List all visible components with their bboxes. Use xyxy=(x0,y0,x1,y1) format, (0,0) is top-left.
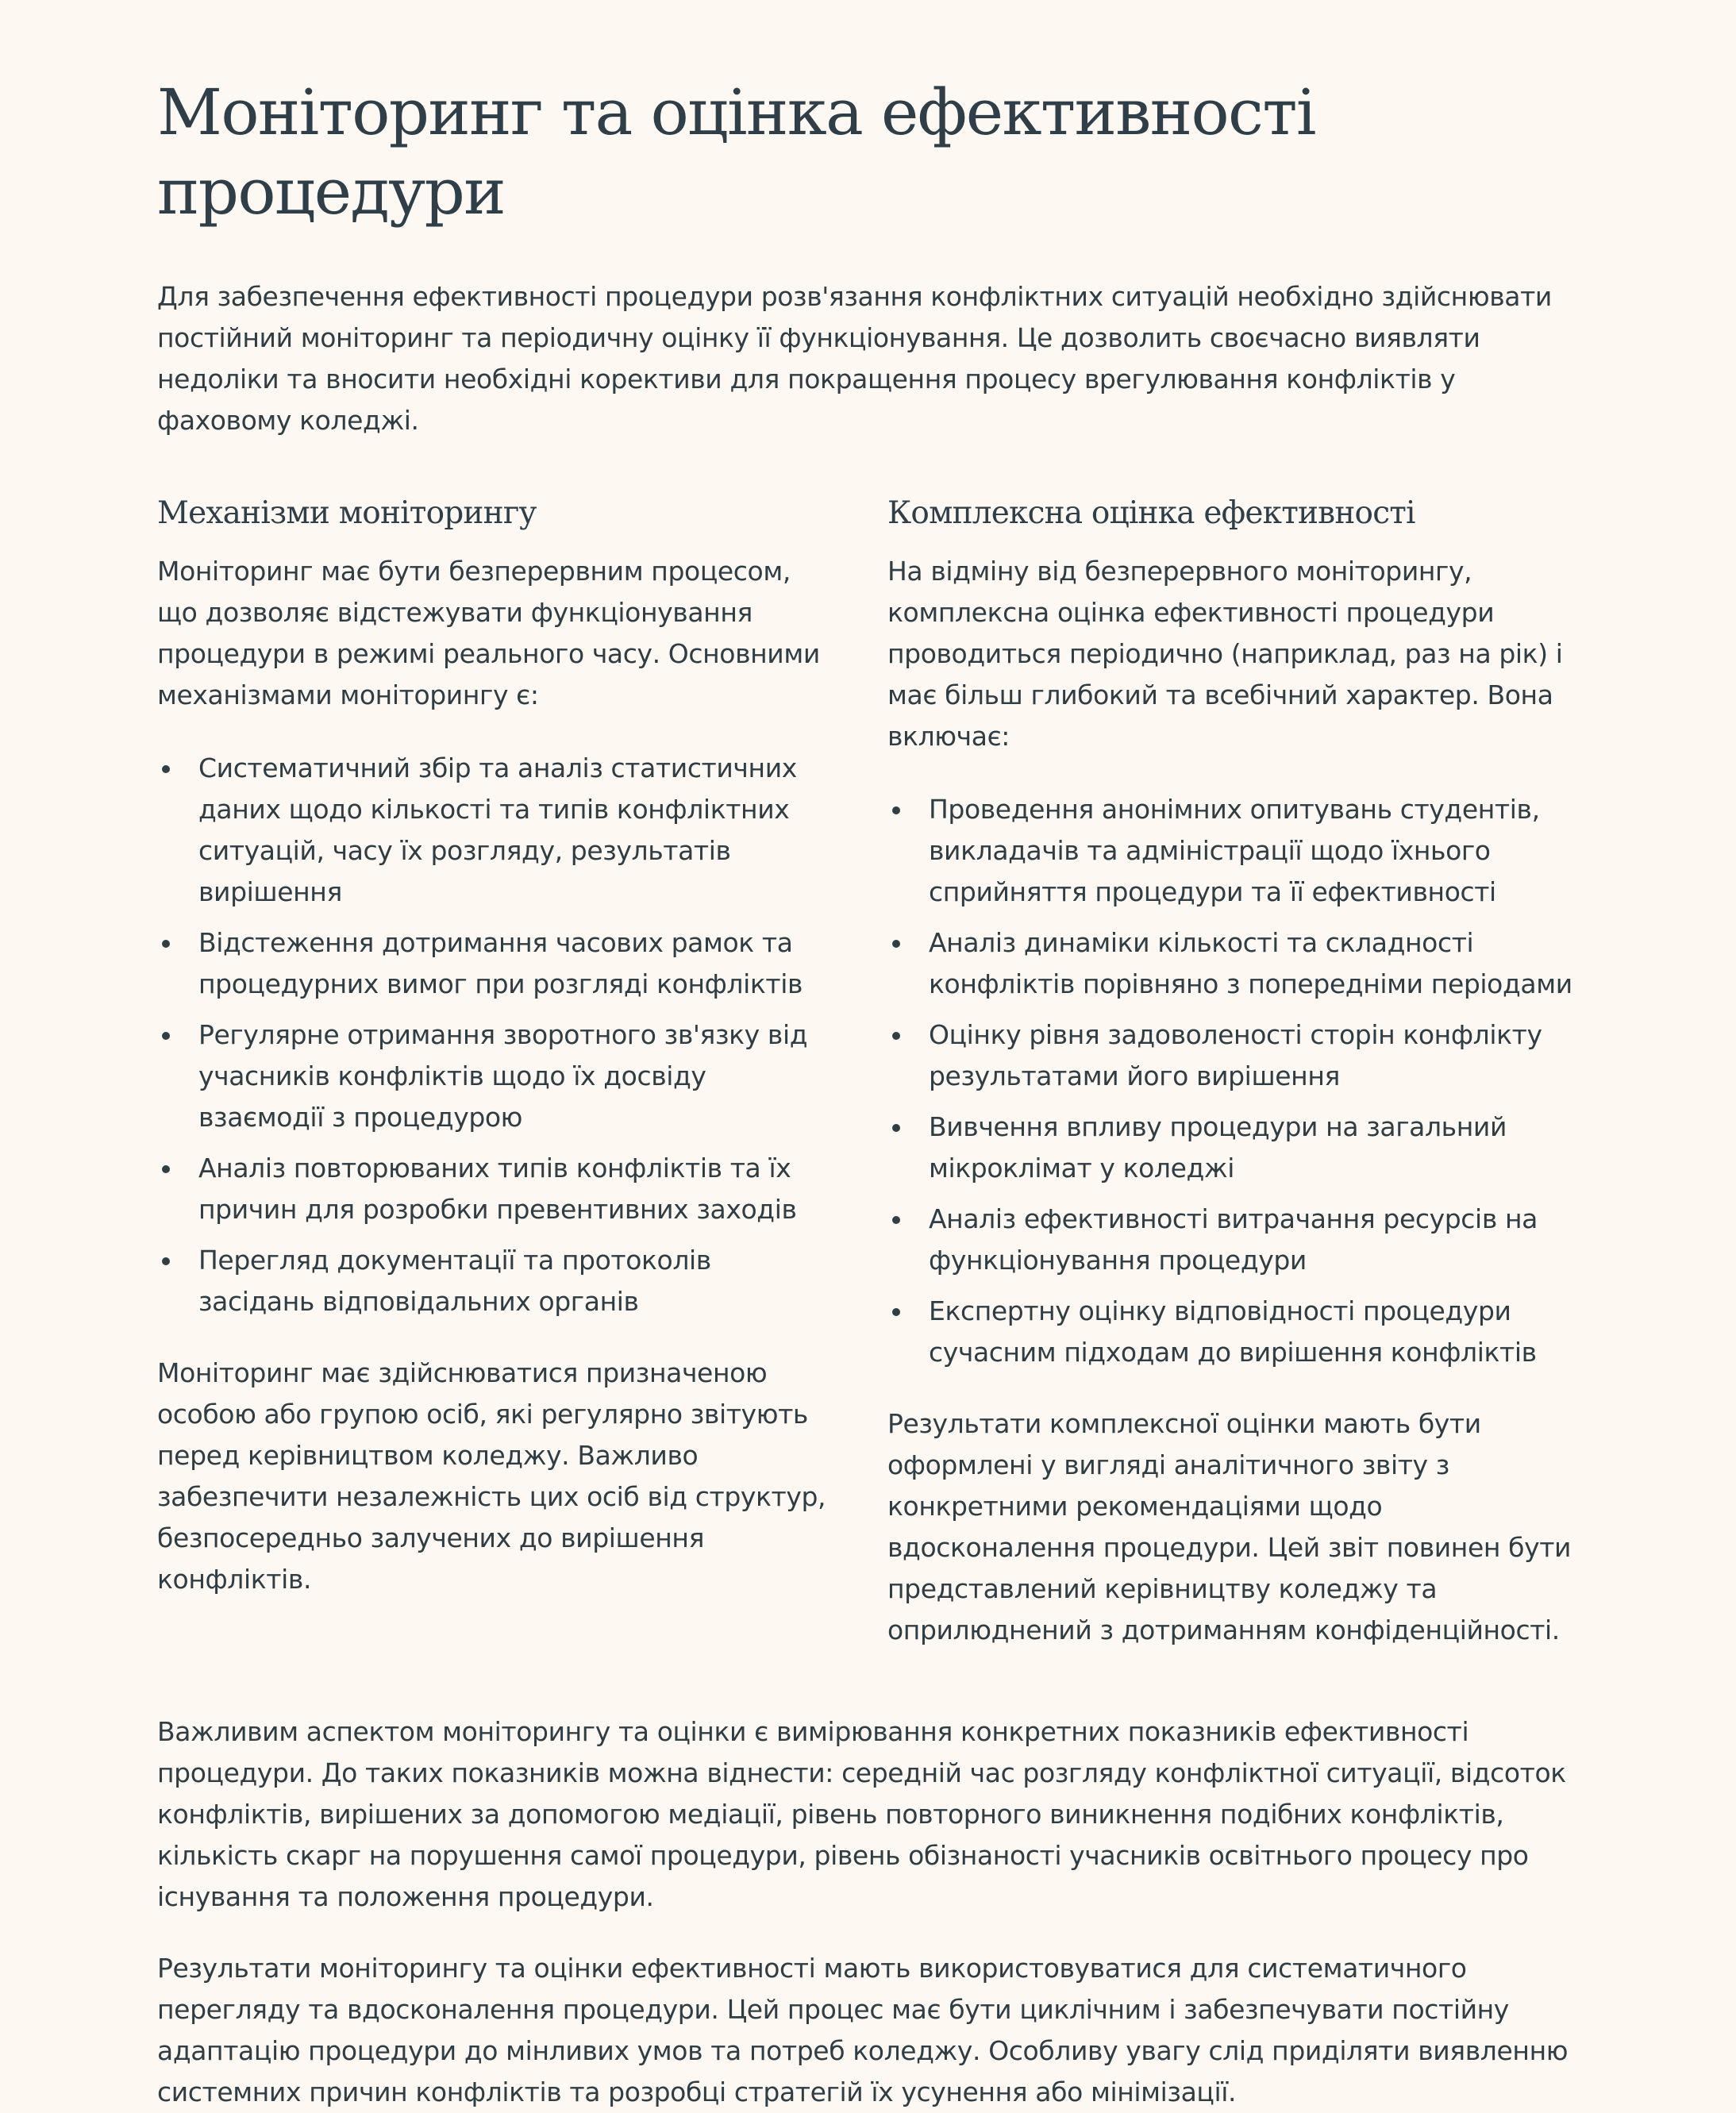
page-title: Моніторинг та оцінка ефективності процедури xyxy=(157,75,1315,229)
monitoring-mechanisms-column xyxy=(157,494,830,1651)
list-item: Регулярне отримання зворотного зв'язку від учасників конфліктів щодо їх досвіду взаємодії з процедурою xyxy=(157,1014,830,1138)
list-item: Перегляд документації та протоколів засідань відповідальних органів xyxy=(157,1240,830,1322)
monitoring-mechanisms-heading: Механізми моніторингу xyxy=(157,495,537,531)
comprehensive-evaluation-column xyxy=(887,494,1586,1651)
list-item: Експертну оцінку відповідності процедури сучасним підходам до вирішення конфліктів xyxy=(887,1291,1586,1373)
list-item: Систематичний збір та аналіз статистичних даних щодо кількості та типів конфліктних ситуацій, часу їх розгляду, результатів вирішення xyxy=(157,748,830,913)
list-item: Вивчення впливу процедури на загальний мікроклімат у коледжі xyxy=(887,1107,1586,1189)
evaluation-closing-paragraph: Результати комплексної оцінки мають бути оформлені у вигляді аналітичного звіту з конкретними рекомендаціями щодо вдосконалення процедури. Цей звіт повинен бути представлений керівництву коледжу та оприлюднений з дотриманням конфіденційності. xyxy=(887,1408,1572,1645)
two-column-section xyxy=(157,494,1586,1651)
list-item: Аналіз ефективності витрачання ресурсів на функціонування процедури xyxy=(887,1199,1586,1281)
list-item: Проведення анонімних опитувань студентів, викладачів та адміністрації щодо їхнього сприйняття процедури та її ефективності xyxy=(887,789,1586,913)
list-item: Аналіз повторюваних типів конфліктів та їх причин для розробки превентивних заходів xyxy=(157,1148,830,1230)
list-item: Відстеження дотримання часових рамок та процедурних вимог при розгляді конфліктів xyxy=(157,922,830,1005)
list-item: Оцінку рівня задоволеності сторін конфлікту результатами його вирішення xyxy=(887,1014,1586,1097)
intro-paragraph: Для забезпечення ефективності процедури розв'язання конфліктних ситуацій необхідно здійснювати постійний моніторинг та періодичну оцінку її функціонування. Це дозволить своєчасно виявляти недоліки та вносити необхідні корективи для покращення процесу врегулювання конфліктів у фаховому коледжі. xyxy=(157,281,1552,436)
results-usage-paragraph: Результати моніторингу та оцінки ефективності мають використовуватися для систематичного перегляду та вдосконалення процедури. Цей процес має бути циклічним і забезпечувати постійну адаптацію процедури до мінливих умов та потреб коледжу. Особливу увагу слід приділяти виявленню системних причин конфліктів та розробці стратегій їх усунення або мінімізації. xyxy=(157,1953,1569,2107)
indicators-paragraph: Важливим аспектом моніторингу та оцінки є вимірювання конкретних показників ефективності процедури. До таких показників можна віднести: середній час розгляду конфліктної ситуації, відсоток конфліктів, вирішених за допомогою медіації, рівень повторного виникнення подібних конфліктів, кількість скарг на порушення самої процедури, рівень обізнаності учасників освітнього процесу про існування та положення процедури. xyxy=(157,1716,1566,1912)
document-page xyxy=(157,73,1586,2113)
monitoring-lead-paragraph: Моніторинг має бути безперервним процесом, що дозволяє відстежувати функціонування процедури в режимі реального часу. Основними механізмами моніторингу є: xyxy=(157,556,820,710)
comprehensive-evaluation-heading: Комплексна оцінка ефективності xyxy=(887,495,1415,531)
list-item: Аналіз динаміки кількості та складності конфліктів порівняно з попередніми періодами xyxy=(887,922,1586,1005)
monitoring-mechanisms-list xyxy=(157,748,830,1322)
evaluation-criteria-list xyxy=(887,789,1586,1373)
evaluation-lead-paragraph: На відміну від безперервного моніторингу, комплексна оцінка ефективності процедури проводиться періодично (наприклад, раз на рік) і має більш глибокий та всебічний характер. Вона включає: xyxy=(887,556,1563,752)
monitoring-closing-paragraph: Моніторинг має здійснюватися призначеною особою або групою осіб, які регулярно звітують перед керівництвом коледжу. Важливо забезпечити незалежність цих осіб від структур, безпосередньо залучених до вирішення конфліктів. xyxy=(157,1357,826,1595)
